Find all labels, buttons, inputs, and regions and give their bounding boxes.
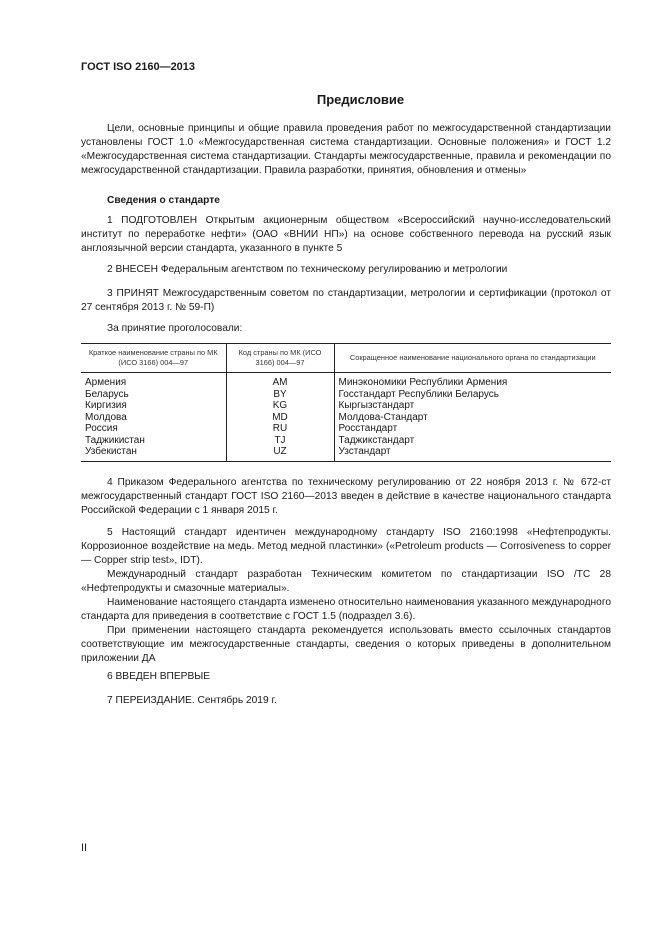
body-cell: Кыргызстандарт — [334, 400, 611, 412]
code-cell: UZ — [226, 446, 334, 461]
page-number: II — [81, 842, 88, 854]
code-cell: MD — [226, 412, 334, 424]
item-5-block — [81, 526, 611, 666]
code-cell: AM — [226, 373, 334, 389]
code-cell: KG — [226, 400, 334, 412]
item-7-block — [81, 694, 611, 708]
table-row — [81, 400, 611, 412]
table-row — [81, 423, 611, 435]
voted-label: За принятие проголосовали: — [107, 323, 243, 334]
country-cell: Россия — [85, 423, 118, 434]
code-cell: RU — [226, 423, 334, 435]
item-5-paragraph-3: Наименование настоящего стандарта изменено относительно наименования указанного международного стандарта для приведения в соответствие с ГОСТ 1.5 (подраздел 3.6). — [81, 597, 611, 622]
item-6-paragraph: 6 ВВЕДЕН ВПЕРВЫЕ — [107, 671, 211, 682]
country-cell: Киргизия — [85, 400, 127, 411]
item-6-block — [81, 670, 611, 684]
item-2-block — [81, 263, 611, 277]
item-7-paragraph: 7 ПЕРЕИЗДАНИЕ. Сентябрь 2019 г. — [107, 695, 277, 706]
code-cell: TJ — [226, 435, 334, 447]
body-cell: Госстандарт Республики Беларусь — [334, 389, 611, 401]
body-cell: Узстандарт — [334, 446, 611, 461]
item-5-paragraph-2: Международный стандарт разработан Техническим комитетом по стандартизации ISO /TC 28 «Нефтепродукты и смазочные материалы». — [81, 569, 611, 594]
header-code: Код страны по МК (ИСО 3166) 004—97 — [226, 344, 334, 373]
table-row — [81, 412, 611, 424]
item-3-paragraph: 3 ПРИНЯТ Межгосударственным советом по стандартизации, метрологии и сертификации (протокол от 27 сентября 2013 г. № 59-П) — [81, 288, 611, 313]
table-row — [81, 373, 611, 389]
standard-info-block — [81, 194, 611, 208]
intro-block — [81, 122, 611, 178]
intro-paragraph: Цели, основные принципы и общие правила проведения работ по межгосударственной стандартизации установлены ГОСТ 1.0 «Межгосударственная система стандартизации. Основные положения» и ГОСТ 1.2 «Межгосударственная система стандартизации. Стандарты межгосударственные, правила и рекомендации по межгосударственной стандартизации. Правила разработки, принятия, обновления и отмены» — [81, 123, 611, 176]
country-cell: Узбекистан — [81, 446, 226, 461]
code-cell: BY — [226, 389, 334, 401]
item-4-block — [81, 476, 611, 518]
page-title: Предисловие — [316, 92, 405, 107]
body-cell: Молдова-Стандарт — [334, 412, 611, 424]
item-1-paragraph: 1 ПОДГОТОВЛЕН Открытым акционерным обществом «Всероссийский научно-исследовательский институт по переработке нефти» (ОАО «ВНИИ НП») на основе собственного перевода на русский язык англоязычной версии стандарта, указанного в пункте 5 — [81, 215, 611, 254]
country-cell: Таджикистан — [85, 434, 145, 446]
body-cell: Таджикстандарт — [334, 435, 611, 447]
table-header-row — [81, 344, 611, 373]
header-body: Сокращенное наименование национального органа по стандартизации — [334, 344, 611, 373]
item-3-block — [81, 287, 611, 315]
item-1-block — [81, 214, 611, 256]
item-2-paragraph: 2 ВНЕСЕН Федеральным агентством по техническому регулированию и метрологии — [107, 264, 508, 275]
table-row — [81, 435, 611, 447]
table-row — [81, 446, 611, 461]
table-row — [81, 389, 611, 401]
header-country: Краткое наименование страны по МК (ИСО 3166) 004—97 — [81, 344, 226, 373]
voted-block — [81, 322, 611, 336]
item-5-paragraph: 5 Настоящий стандарт идентичен международному стандарту ISO 2160:1998 «Нефтепродукты. Коррозионное воздействие на медь. Метод медной пластинки» («Petroleum products — Corrosiveness to copper — Copper strip test», IDT). — [81, 527, 611, 566]
body-cell: Минэкономики Республики Армения — [334, 373, 611, 389]
country-cell: Беларусь — [85, 388, 129, 400]
country-cell: Армения — [85, 377, 127, 388]
document-code: ГОСТ ISO 2160—2013 — [81, 61, 196, 73]
country-cell: Молдова — [85, 411, 127, 423]
member-states-table — [81, 343, 611, 462]
body-cell: Росстандарт — [334, 423, 611, 435]
section-heading: Сведения о стандарте — [107, 195, 220, 206]
item-5-paragraph-4: При применении настоящего стандарта рекомендуется использовать вместо ссылочных стандартов соответствующие им межгосударственные стандарты, сведения о которых приведены в дополнительном приложении ДА — [81, 625, 611, 664]
item-4-paragraph: 4 Приказом Федерального агентства по техническому регулированию от 22 ноября 2013 г. № 672-ст межгосударственный стандарт ГОСТ ISO 2160—2013 введен в действие в качестве национального стандарта Российской Федерации с 1 января 2015 г. — [81, 477, 611, 516]
